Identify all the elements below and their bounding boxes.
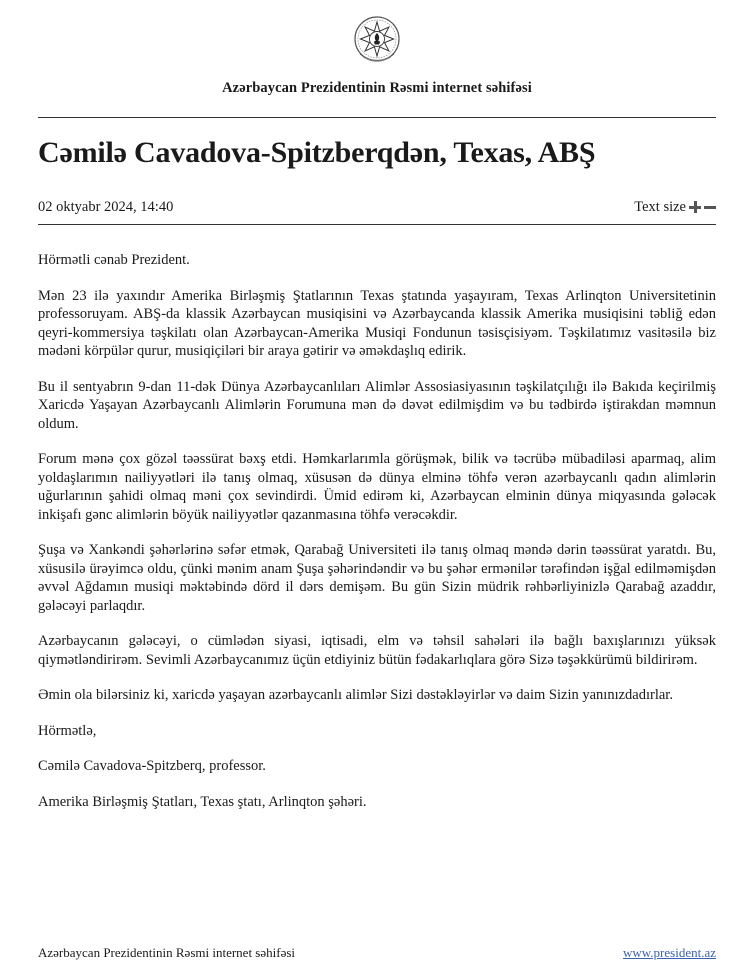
site-title: Azərbaycan Prezidentinin Rəsmi internet səhifəsi — [222, 80, 532, 96]
article-meta — [38, 197, 716, 217]
meta-divider — [38, 224, 716, 225]
footer-site-link[interactable]: www.president.az — [622, 945, 716, 960]
text-size-control — [634, 199, 716, 216]
paragraph: Forum mənə çox gözəl təəssürat bəxş etdi. Həmkarlarımla görüşmək, bilik və təcrübə mübadiləsi aparmaq, alim yoldaşlarımın nailiyyətləri ilə tanış olmaq, xüsusən də dünya elminə töhfə verən azərbaycanlı qadın alimlərin uğurlarının şahidi olmaq məni çox sevindirdi. Ümid edirəm ki, Azərbaycan elminin dünya miqyasında gələcək inkişafı gənc alimlərin böyük nailiyyətlər qazanmasına töhfə verəcəkdir. — [38, 451, 716, 523]
site-footer — [38, 945, 716, 961]
azerbaijan-emblem-icon — [352, 14, 402, 68]
footer-site-name: Azərbaycan Prezidentinin Rəsmi internet səhifəsi — [38, 945, 296, 960]
paragraph: Şuşa və Xankəndi şəhərlərinə səfər etmək, Qarabağ Universiteti ilə tanış olmaq məndə dərin təəssürat yaratdı. Bu, xüsusilə ürəyimcə oldu, çünki mənim anam Şuşa şəhərindəndir və bu şəhər ermənilər tərəfindən işğal edilməmişdən əvvəl Ağdamın musiqi məktəbində dörd il dərs demişəm. Bu gün Sizin müdrik rəhbərliyinizlə Qarabağ azaddır, gələcəyi parlaqdır. — [38, 542, 716, 614]
paragraph: Azərbaycanın gələcəyi, o cümlədən siyasi, iqtisadi, elm və təhsil sahələri ilə bağlı baxışlarınızı yüksək qiymətləndirirəm. Sevimli Azərbaycanımız üçün etdiyiniz bütün fədakarlıqlara görə Sizə təşəkkürümü bildirirəm. — [38, 633, 716, 668]
article-title: Cəmilə Cavadova-Spitzberqdən, Texas, ABŞ — [38, 136, 596, 169]
minus-icon — [704, 206, 716, 209]
paragraph: Mən 23 ilə yaxındır Amerika Birləşmiş Ştatlarının Texas ştatında yaşayıram, Texas Arlinqton Universitetinin professoruyam. ABŞ-da klassik Azərbaycan musiqisini və Azərbaycanda klassik Amerika musiqisini təbliğ edən qeyri-kommersiya təşkilatı olan Azərbaycan-Amerika Musiqi Fondunun təsisçisiyəm. Təşkilatımız vasitəsilə biz mədəni körpülər qurur, musiqiçiləri bir araya gətirir və əməkdaşlıq edirik. — [38, 287, 716, 359]
article-date: 02 oktyabr 2024, 14:40 — [38, 198, 174, 215]
paragraph: Bu il sentyabrın 9-dan 11-dək Dünya Azərbaycanlıları Alimlər Assosiasiyasının təşkilatçılığı ilə Bakıda keçirilmiş Xaricdə Yaşayan Azərbaycanlı Alimlərin Forumuna mən də dəvət edilmişdim və bu tədbirdə iştirakdan məmnun oldum. — [38, 378, 716, 432]
site-header — [38, 0, 716, 97]
text-size-label: Text size — [634, 198, 686, 215]
text-size-decrease-button[interactable] — [704, 201, 716, 213]
paragraph-location: Amerika Birləşmiş Ştatları, Texas ştatı, Arlinqton şəhəri. — [38, 793, 367, 810]
paragraph-closing: Hörmətlə, — [38, 722, 97, 739]
paragraph: Əmin ola bilərsiniz ki, xaricdə yaşayan azərbaycanlı alimlər Sizi dəstəkləyirlər və daim Sizin yanınızdadırlar. — [38, 687, 673, 703]
article-body — [38, 251, 716, 811]
paragraph-signature: Cəmilə Cavadova-Spitzberq, professor. — [38, 758, 266, 774]
paragraph-greeting: Hörmətli cənab Prezident. — [38, 252, 190, 268]
header-divider — [38, 117, 716, 118]
page — [38, 0, 716, 977]
text-size-increase-button[interactable] — [689, 201, 701, 213]
